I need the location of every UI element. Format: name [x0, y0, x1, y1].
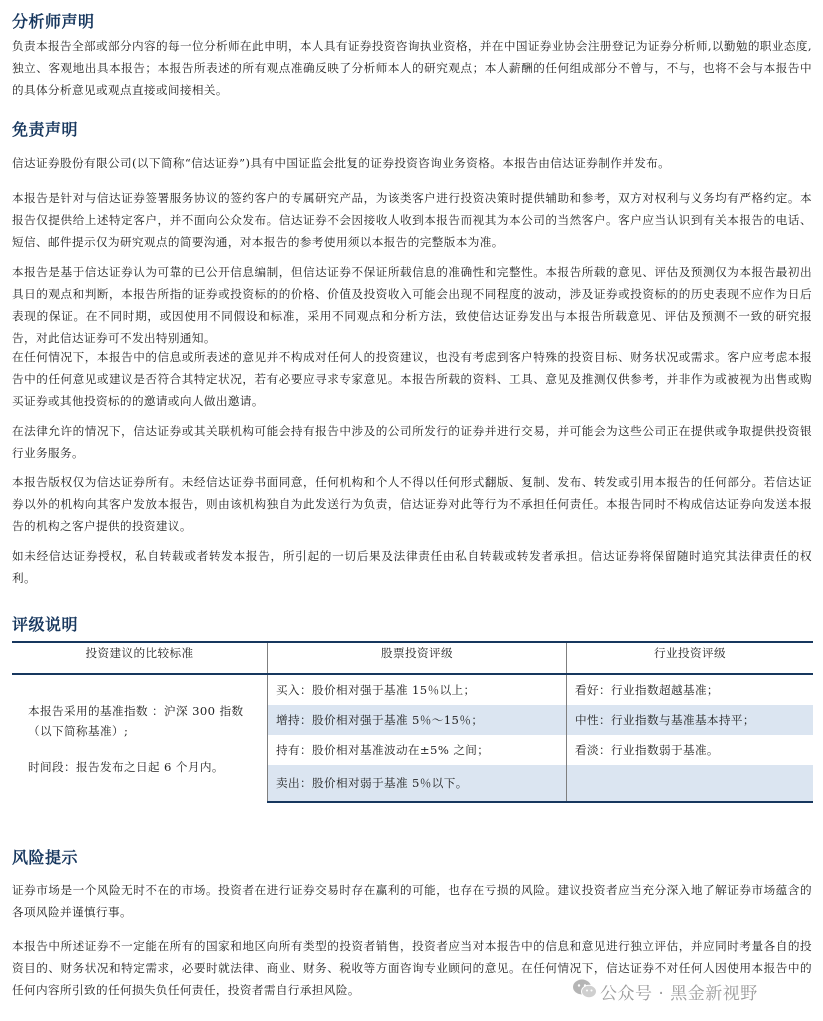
wechat-icon: [572, 978, 598, 1000]
industry-rating-neutral: 中性：行业指数与基准基本持平；: [567, 705, 814, 735]
disclaimer-heading: 免责声明: [12, 120, 79, 139]
risk-heading: 风险提示: [12, 848, 79, 867]
disclaimer-paragraph: 本报告是基于信达证券认为可靠的已公开信息编制，但信达证券不保证所载信息的准确性和完整性。本报告所载的意见、评估及预测仅为本报告最初出具日的观点和判断，本报告所指的证券或投资标的的价格、价值及投资收入可能会出现不同程度的波动，涉及证券或投资标的的历史表现不应作为日后表现的保证。在不同时期，或因使用不同假设和标准，采用不同观点和分析方法，致使信达证券发出与本报告所载意见、评估及预测不一致的研究报告，对此信达证券可不发出特别通知。: [12, 265, 812, 345]
industry-rating-positive: 看好：行业指数超越基准；: [567, 674, 814, 705]
analyst-statement-heading: 分析师声明: [12, 12, 95, 31]
watermark-text: 公众号 · 黑金新视野: [600, 984, 758, 1004]
industry-rating-column-header: 行业投资评级: [567, 642, 814, 674]
industry-rating-empty: [567, 765, 814, 802]
disclaimer-paragraph: 本报告版权仅为信达证券所有。未经信达证券书面同意，任何机构和个人不得以任何形式翻版、复制、发布、转发或引用本报告的任何部分。若信达证券以外的机构向其客户发放本报告，则由该机构独自为此发送行为负责，信达证券对此等行为不承担任何责任。本报告同时不构成信达证券向发送本报告的机构之客户提供的投资建议。: [12, 475, 812, 533]
disclaimer-paragraph: 如未经信达证券授权，私自转载或者转发本报告，所引起的一切后果及法律责任由私自转载或转发者承担。信达证券将保留随时追究其法律责任的权利。: [12, 549, 812, 585]
criteria-benchmark-note: （以下简称基准）;: [28, 723, 129, 738]
stock-rating-overweight: 增持：股价相对强于基准 5％～15％；: [268, 705, 567, 735]
stock-rating-hold: 持有：股价相对基准波动在±5% 之间；: [268, 735, 567, 765]
watermark: [572, 978, 812, 1002]
analyst-statement-text: 负责本报告全部或部分内容的每一位分析师在此申明，本人具有证券投资咨询执业资格，并在中国证券业协会注册登记为证券分析师,以勤勉的职业态度,独立、客观地出具本报告；本报告所表述的所有观点准确反映了分析师本人的研究观点；本人薪酬的任何组成部分不曾与，不与，也将不会与本报告中的具体分析意见或观点直接或间接相关。: [12, 39, 812, 97]
criteria-period-line: 时间段：报告发布之日起 6 个月内。: [28, 759, 224, 774]
stock-rating-buy: 买入：股价相对强于基准 15％以上；: [268, 674, 567, 705]
rating-heading: 评级说明: [12, 615, 79, 634]
disclaimer-paragraph: 在法律允许的情况下，信达证券或其关联机构可能会持有报告中涉及的公司所发行的证券并进行交易，并可能会为这些公司正在提供或争取提供投资银行业务服务。: [12, 424, 812, 460]
disclaimer-paragraph: 信达证券股份有限公司(以下简称“信达证券”)具有中国证监会批复的证券投资咨询业务资格。本报告由信达证券制作并发布。: [12, 156, 671, 170]
criteria-cell: [12, 674, 268, 802]
disclaimer-paragraph: 本报告是针对与信达证券签署服务协议的签约客户的专属研究产品，为该类客户进行投资决策时提供辅助和参考，双方对权利与义务均有严格约定。本报告仅提供给上述特定客户，并不面向公众发布。信达证券不会因接收人收到本报告而视其为本公司的当然客户。客户应当认识到有关本报告的电话、短信、邮件提示仅为研究观点的简要沟通，对本报告的参考使用须以本报告的完整版本为准。: [12, 191, 812, 249]
stock-rating-sell: 卖出：股价相对弱于基准 5％以下。: [268, 765, 567, 802]
disclaimer-paragraph: 在任何情况下，本报告中的信息或所表述的意见并不构成对任何人的投资建议，也没有考虑到客户特殊的投资目标、财务状况或需求。客户应考虑本报告中的任何意见或建议是否符合其特定状况，若有必要应寻求专家意见。本报告所载的资料、工具、意见及推测仅供参考，并非作为或被视为出售或购买证券或其他投资标的的邀请或向人做出邀请。: [12, 350, 812, 408]
industry-rating-negative: 看淡：行业指数弱于基准。: [567, 735, 814, 765]
risk-paragraph: 证券市场是一个风险无时不在的市场。投资者在进行证券交易时存在赢利的可能，也存在亏损的风险。建议投资者应当充分深入地了解证券市场蕴含的各项风险并谨慎行事。: [12, 883, 812, 919]
criteria-benchmark-line: 本报告采用的基准指数 ：沪深 300 指数: [28, 703, 244, 718]
criteria-column-header: 投资建议的比较标准: [12, 642, 268, 674]
stock-rating-column-header: 股票投资评级: [268, 642, 567, 674]
rating-table: [12, 641, 813, 803]
risk-paragraph: 本报告中所述证券不一定能在所有的国家和地区向所有类型的投资者销售，投资者应当对本报告中的信息和意见进行独立评估，并应同时考量各自的投资目的、财务状况和特定需求，必要时就法律、商业、财务、税收等方面咨询专业顾问的意见。在任何情况下，信达证券不对任何人因使用本报告中的任何内容所引致的任何损失负任何责任，投资者需自行承担风险。: [12, 939, 812, 997]
